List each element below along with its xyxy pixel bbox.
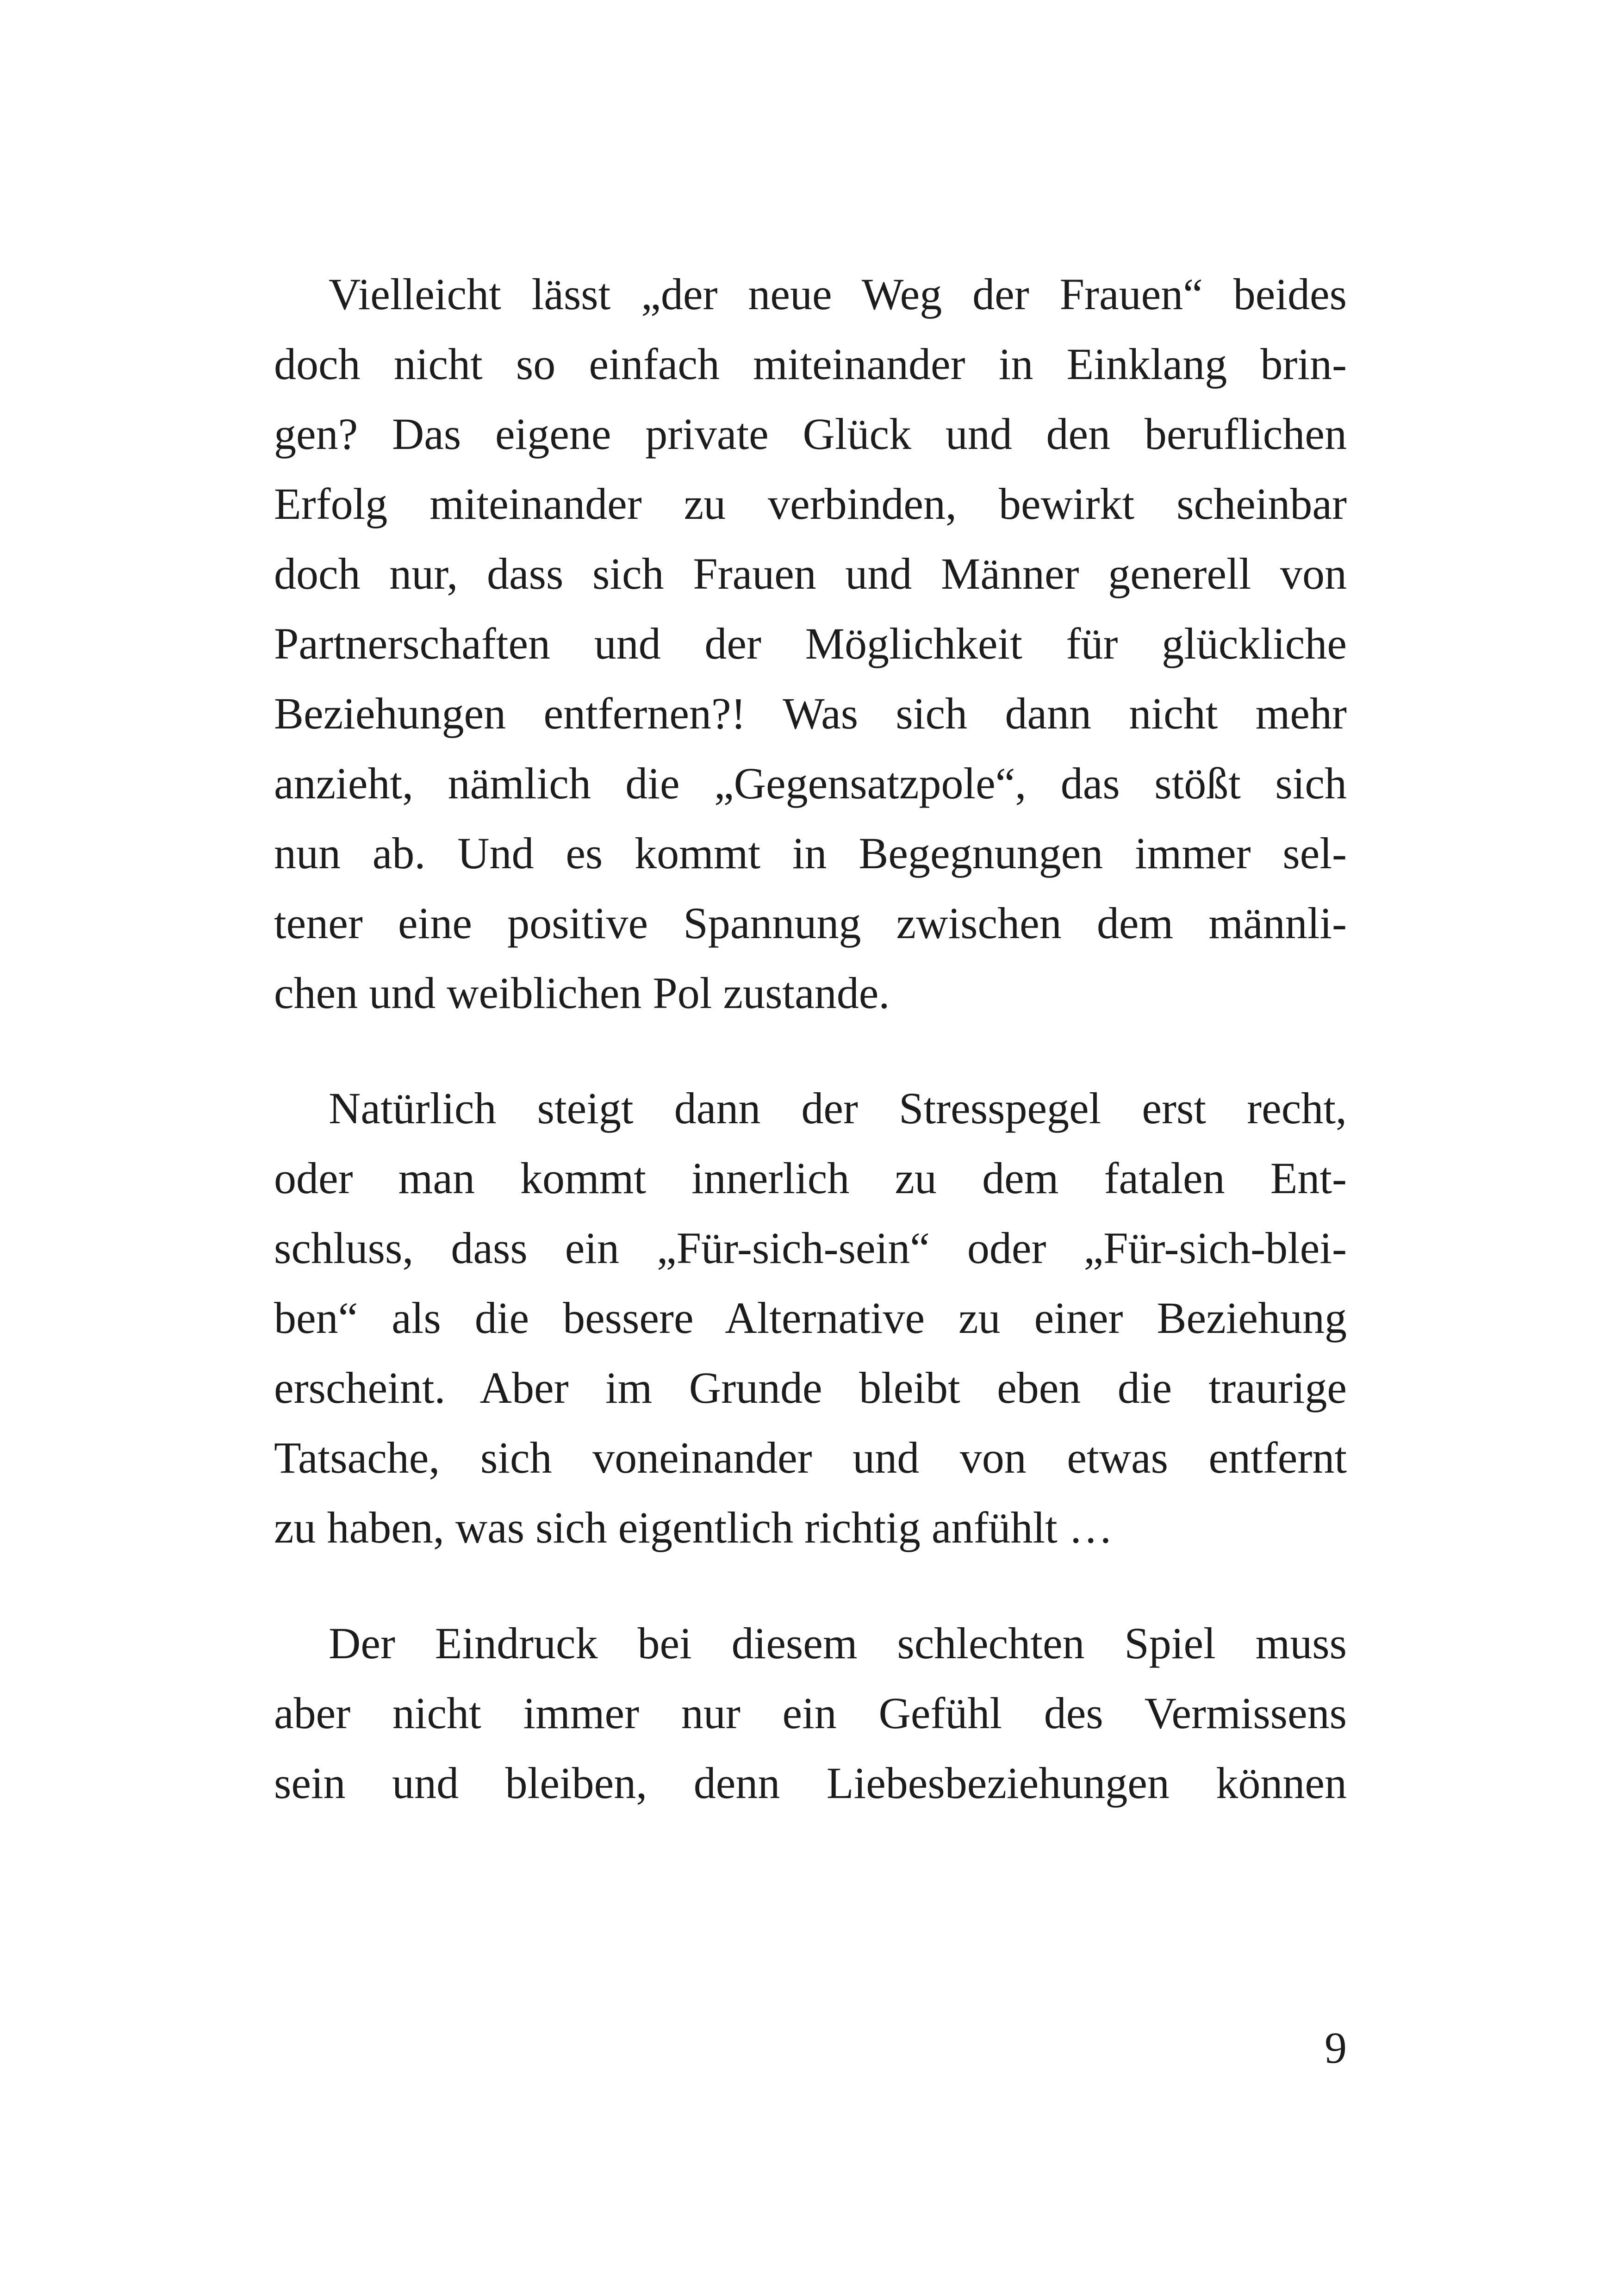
- text-line: sein und bleiben, denn Liebesbeziehungen können: [274, 1758, 1347, 1808]
- paragraph-1: [274, 259, 1347, 1028]
- text-line: doch nur, dass sich Frauen und Männer generell von: [274, 549, 1347, 598]
- page-number: 9: [1325, 2023, 1347, 2072]
- text-line: tener eine positive Spannung zwischen dem männli-: [274, 898, 1347, 948]
- text-line: schluss, dass ein „Für-sich-sein“ oder „Für-sich-blei-: [274, 1223, 1347, 1273]
- paragraph-2: [274, 1073, 1347, 1562]
- text-line: doch nicht so einfach miteinander in Einklang brin-: [274, 339, 1347, 389]
- text-line: chen und weiblichen Pol zustande.: [274, 968, 890, 1018]
- text-line: gen? Das eigene private Glück und den beruflichen: [274, 409, 1347, 459]
- text-line: zu haben, was sich eigentlich richtig anfühlt …: [274, 1503, 1113, 1552]
- text-line: Vielleicht lässt „der neue Weg der Frauen“ beides: [329, 269, 1347, 319]
- text-line: oder man kommt innerlich zu dem fatalen Ent-: [274, 1153, 1347, 1203]
- text-line: Der Eindruck bei diesem schlechten Spiel muss: [329, 1618, 1347, 1668]
- text-line: erscheint. Aber im Grunde bleibt eben die traurige: [274, 1363, 1347, 1412]
- text-line: Tatsache, sich voneinander und von etwas entfernt: [274, 1433, 1347, 1482]
- text-line: aber nicht immer nur ein Gefühl des Vermissens: [274, 1688, 1347, 1738]
- paragraph-3: [274, 1608, 1347, 1818]
- text-line: anzieht, nämlich die „Gegensatzpole“, das stößt sich: [274, 759, 1347, 808]
- text-line: Partnerschaften und der Möglichkeit für glückliche: [274, 619, 1347, 668]
- text-line: Erfolg miteinander zu verbinden, bewirkt scheinbar: [274, 479, 1347, 529]
- text-line: Natürlich steigt dann der Stresspegel erst recht,: [329, 1083, 1347, 1133]
- text-line: Beziehungen entfernen?! Was sich dann nicht mehr: [274, 689, 1347, 738]
- text-line: nun ab. Und es kommt in Begegnungen immer sel-: [274, 828, 1347, 878]
- text-line: ben“ als die bessere Alternative zu einer Beziehung: [274, 1293, 1347, 1343]
